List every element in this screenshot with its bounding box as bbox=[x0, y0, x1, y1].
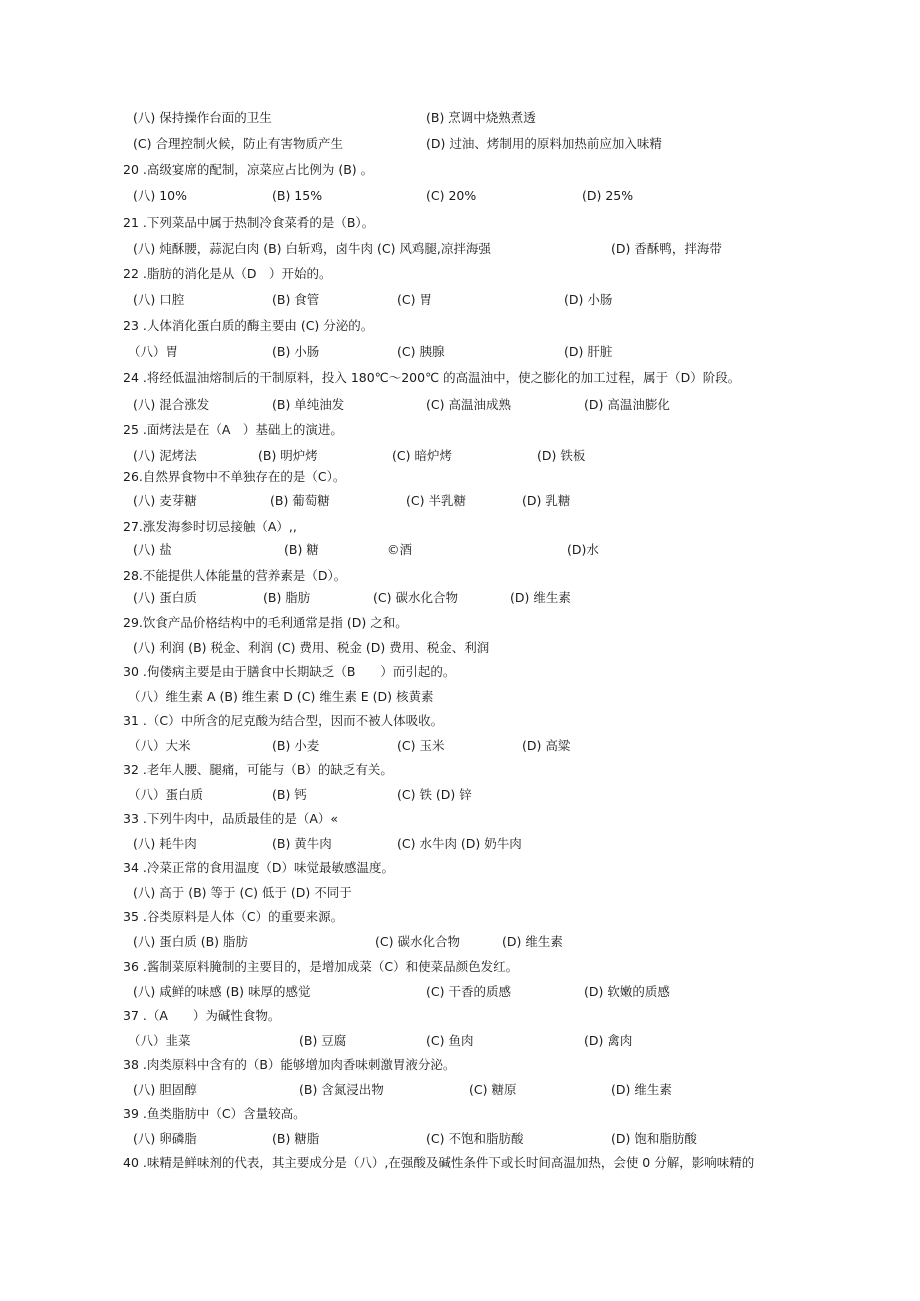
option-segment: (C) 胃 bbox=[397, 292, 432, 307]
option-segment: (D) 禽肉 bbox=[584, 1033, 633, 1048]
text-line bbox=[0, 420, 920, 440]
line-lead-segment: （八）大米 bbox=[128, 738, 191, 753]
text-line bbox=[0, 858, 920, 878]
option-segment: (C) 干香的质感 bbox=[426, 984, 511, 999]
option-segment: (D) 高粱 bbox=[522, 738, 571, 753]
text-line bbox=[0, 932, 920, 952]
line-lead-segment: 24 .将经低温油熔制后的干制原料，投入 180℃〜200℃ 的高温油中，使之膨化的加工过程，属于（D）阶段。 bbox=[123, 370, 741, 385]
text-line bbox=[0, 517, 920, 537]
line-lead-segment: (八) 耗牛肉 bbox=[133, 836, 197, 851]
line-lead-segment: (八) 麦芽糖 bbox=[133, 493, 197, 508]
text-line bbox=[0, 957, 920, 977]
option-segment: (C) 暗炉烤 bbox=[392, 448, 452, 463]
line-lead-segment: 34 .冷菜正常的食用温度（D）味觉最敏感温度。 bbox=[123, 860, 394, 875]
option-segment: (D) 铁板 bbox=[537, 448, 586, 463]
text-line bbox=[0, 239, 920, 259]
option-segment: (B) 糖 bbox=[284, 542, 319, 557]
text-line bbox=[0, 467, 920, 487]
line-lead-segment: (八) 10% bbox=[133, 188, 188, 203]
text-line bbox=[0, 1104, 920, 1124]
option-segment: (C) 半乳糖 bbox=[406, 493, 466, 508]
line-lead-segment: 25 .面烤法是在（A ）基础上的演进。 bbox=[123, 422, 343, 437]
option-segment: (C) 鱼肉 bbox=[426, 1033, 474, 1048]
line-lead-segment: (八) 混合涨发 bbox=[133, 397, 210, 412]
text-line bbox=[0, 662, 920, 682]
line-lead-segment: 20 .高级宴席的配制，凉菜应占比例为 (B) 。 bbox=[123, 162, 374, 177]
option-segment: (C) 胰腺 bbox=[397, 344, 445, 359]
option-segment: (D) 肝脏 bbox=[564, 344, 613, 359]
option-segment: (B) 钙 bbox=[272, 787, 307, 802]
text-line bbox=[0, 186, 920, 206]
option-segment: (D) 维生素 bbox=[502, 934, 563, 949]
line-lead-segment: 32 .老年人腰、腿痛，可能与（B）的缺乏有关。 bbox=[123, 762, 393, 777]
line-lead-segment: (八) 泥烤法 bbox=[133, 448, 197, 463]
option-segment: (D) 软嫩的质感 bbox=[584, 984, 670, 999]
text-line bbox=[0, 1080, 920, 1100]
line-lead-segment: (八) 咸鲜的味感 (B) 味厚的感觉 bbox=[133, 984, 311, 999]
text-line bbox=[0, 687, 920, 707]
line-lead-segment: (八) 炖酥腰，蒜泥白肉 (B) 白斩鸡，卤牛肉 (C) 风鸡腿,凉拌海强 bbox=[133, 241, 491, 256]
option-segment: (D) 乳糖 bbox=[522, 493, 571, 508]
line-lead-segment: 35 .谷类原料是人体（C）的重要来源。 bbox=[123, 909, 344, 924]
text-line bbox=[0, 883, 920, 903]
line-lead-segment: 29.饮食产品价格结构中的毛利通常是指 (D) 之和。 bbox=[123, 615, 408, 630]
option-segment: (D) 小肠 bbox=[564, 292, 613, 307]
option-segment: (C) 碳水化合物 bbox=[373, 590, 458, 605]
line-lead-segment: (八) 盐 bbox=[133, 542, 172, 557]
text-line bbox=[0, 907, 920, 927]
option-segment: (C) 20% bbox=[426, 188, 477, 203]
option-segment: (B) 葡萄糖 bbox=[270, 493, 330, 508]
option-segment: (B) 脂肪 bbox=[263, 590, 311, 605]
text-line bbox=[0, 134, 920, 154]
line-lead-segment: 40 .味精是鲜味剂的代表，其主要成分是（八）,在强酸及碱性条件下或长时间高温加热，会使 0 分解，影响味精的 bbox=[123, 1155, 755, 1170]
option-segment: (D) 25% bbox=[582, 188, 634, 203]
line-lead-segment: (八) 蛋白质 bbox=[133, 590, 197, 605]
line-lead-segment: (八) 卵磷脂 bbox=[133, 1131, 197, 1146]
text-line bbox=[0, 540, 920, 560]
option-segment: (D)水 bbox=[567, 542, 599, 557]
line-lead-segment: （八）蛋白质 bbox=[128, 787, 204, 802]
option-segment: (C) 玉米 bbox=[397, 738, 445, 753]
option-segment: (B) 小麦 bbox=[272, 738, 320, 753]
text-line bbox=[0, 760, 920, 780]
option-segment: (B) 食管 bbox=[272, 292, 320, 307]
option-segment: (C) 铁 (D) 锌 bbox=[397, 787, 472, 802]
option-segment: (B) 豆腐 bbox=[299, 1033, 347, 1048]
option-segment: (B) 烹调中烧熟煮透 bbox=[426, 110, 536, 125]
line-lead-segment: （八）韭菜 bbox=[128, 1033, 191, 1048]
line-lead-segment: 38 .肉类原料中含有的（B）能够增加肉香味刺激胃液分泌。 bbox=[123, 1057, 456, 1072]
text-line bbox=[0, 264, 920, 284]
text-line bbox=[0, 446, 920, 466]
option-segment: (B) 含氮浸出物 bbox=[299, 1082, 384, 1097]
option-segment: (B) 明炉烤 bbox=[258, 448, 318, 463]
text-line bbox=[0, 491, 920, 511]
option-segment: (D) 香酥鸭，拌海带 bbox=[611, 241, 722, 256]
line-lead-segment: (八) 保持操作台面的卫生 bbox=[133, 110, 272, 125]
line-lead-segment: （八）维生素 A (B) 维生素 D (C) 维生素 E (D) 核黄素 bbox=[128, 689, 434, 704]
line-lead-segment: 36 .酱制菜原料腌制的主要目的，是增加成菜（C）和使菜品颜色发红。 bbox=[123, 959, 519, 974]
option-segment: (B) 15% bbox=[272, 188, 323, 203]
text-line bbox=[0, 1055, 920, 1075]
line-lead-segment: 28.不能提供人体能量的营养素是（D）。 bbox=[123, 568, 347, 583]
text-line bbox=[0, 160, 920, 180]
text-line bbox=[0, 834, 920, 854]
text-line bbox=[0, 1153, 920, 1173]
line-lead-segment: 22 .脂肪的消化是从（D ）开始的。 bbox=[123, 266, 332, 281]
text-line bbox=[0, 368, 920, 388]
option-segment: (D) 饱和脂肪酸 bbox=[611, 1131, 697, 1146]
option-segment: (B) 小肠 bbox=[272, 344, 320, 359]
text-line bbox=[0, 711, 920, 731]
line-lead-segment: 27.涨发海参时切忌接触（A）,, bbox=[123, 519, 297, 534]
option-segment: (C) 不饱和脂肪酸 bbox=[426, 1131, 524, 1146]
text-line bbox=[0, 1031, 920, 1051]
text-line bbox=[0, 809, 920, 829]
option-segment: ©酒 bbox=[387, 542, 413, 557]
option-segment: (D) 过油、烤制用的原料加热前应加入味精 bbox=[426, 136, 662, 151]
option-segment: (B) 黄牛肉 bbox=[272, 836, 332, 851]
text-line bbox=[0, 1006, 920, 1026]
line-lead-segment: (八) 蛋白质 (B) 脂肪 bbox=[133, 934, 249, 949]
line-lead-segment: 37 .（A ）为碱性食物。 bbox=[123, 1008, 281, 1023]
text-line bbox=[0, 613, 920, 633]
line-lead-segment: 21 .下列菜品中属于热制冷食菜肴的是（B）。 bbox=[123, 215, 375, 230]
line-lead-segment: (八) 胆固醇 bbox=[133, 1082, 197, 1097]
text-line bbox=[0, 342, 920, 362]
line-lead-segment: (八) 口腔 bbox=[133, 292, 185, 307]
text-line bbox=[0, 566, 920, 586]
option-segment: (D) 维生素 bbox=[510, 590, 571, 605]
text-line bbox=[0, 290, 920, 310]
text-line bbox=[0, 736, 920, 756]
line-lead-segment: (八) 高于 (B) 等于 (C) 低于 (D) 不同于 bbox=[133, 885, 352, 900]
text-line bbox=[0, 316, 920, 336]
option-segment: (C) 糖原 bbox=[469, 1082, 517, 1097]
text-line bbox=[0, 982, 920, 1002]
line-lead-segment: 26.自然界食物中不单独存在的是（C）。 bbox=[123, 469, 346, 484]
line-lead-segment: 23 .人体消化蛋白质的酶主要由 (C) 分泌的。 bbox=[123, 318, 374, 333]
option-segment: (C) 碳水化合物 bbox=[375, 934, 460, 949]
text-line bbox=[0, 638, 920, 658]
option-segment: (D) 维生素 bbox=[611, 1082, 672, 1097]
text-line bbox=[0, 108, 920, 128]
text-line bbox=[0, 395, 920, 415]
line-lead-segment: (八) 利润 (B) 税金、利润 (C) 费用、税金 (D) 费用、税金、利润 bbox=[133, 640, 490, 655]
line-lead-segment: 31 .（C）中所含的尼克酸为结合型，因而不被人体吸收。 bbox=[123, 713, 444, 728]
text-line bbox=[0, 1129, 920, 1149]
line-lead-segment: 39 .鱼类脂肪中（C）含量较高。 bbox=[123, 1106, 306, 1121]
line-lead-segment: (C) 合理控制火候，防止有害物质产生 bbox=[133, 136, 343, 151]
text-line bbox=[0, 213, 920, 233]
option-segment: (C) 水牛肉 (D) 奶牛肉 bbox=[397, 836, 522, 851]
option-segment: (D) 高温油膨化 bbox=[584, 397, 670, 412]
line-lead-segment: （八）胃 bbox=[128, 344, 179, 359]
text-line bbox=[0, 785, 920, 805]
option-segment: (B) 单纯油发 bbox=[272, 397, 345, 412]
option-segment: (B) 糖脂 bbox=[272, 1131, 320, 1146]
line-lead-segment: 33 .下列牛肉中，品质最佳的是（A）« bbox=[123, 811, 339, 826]
line-lead-segment: 30 .佝偻病主要是由于膳食中长期缺乏（B ）而引起的。 bbox=[123, 664, 456, 679]
option-segment: (C) 高温油成熟 bbox=[426, 397, 511, 412]
text-line bbox=[0, 588, 920, 608]
